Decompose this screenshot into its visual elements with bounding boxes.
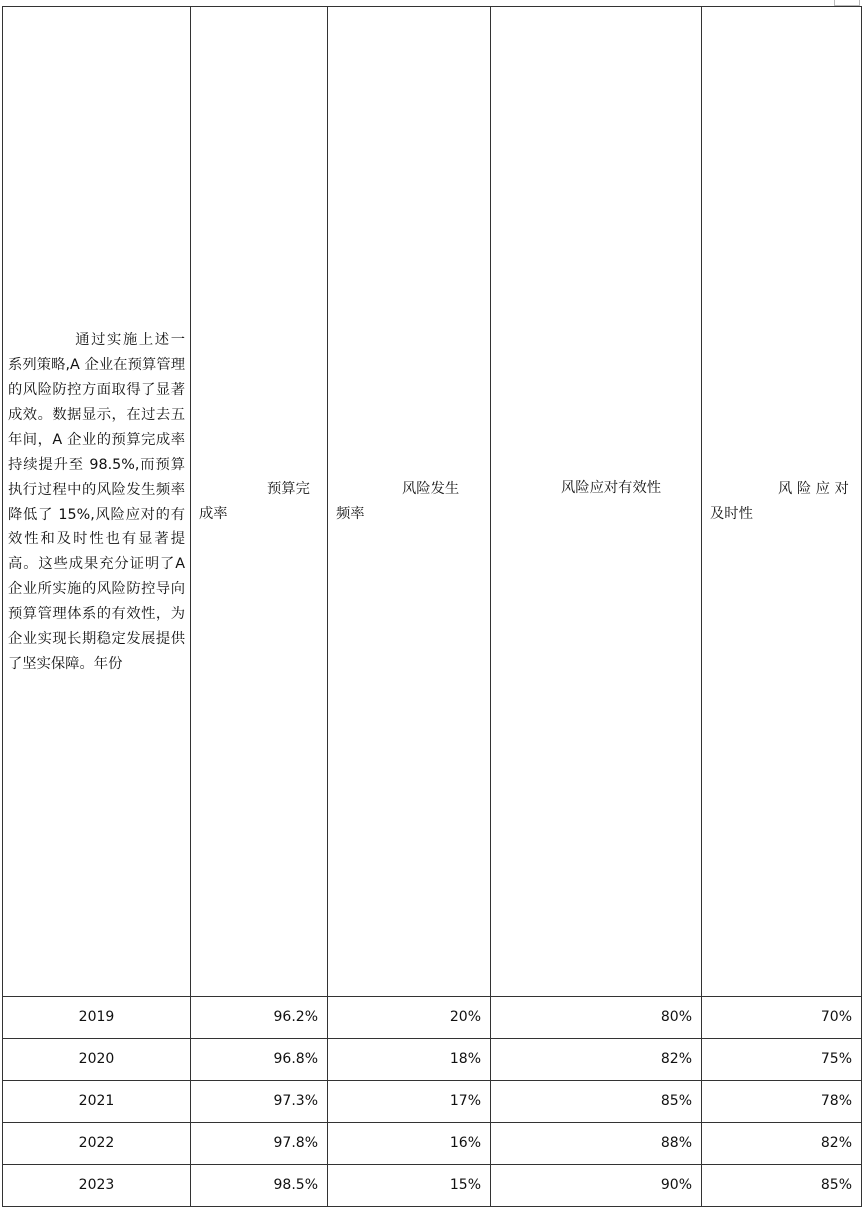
year-cell: 2023 <box>3 1165 191 1207</box>
header-cell-risk-frequency <box>328 7 491 997</box>
effectiveness-cell: 85% <box>491 1081 702 1123</box>
table-row <box>3 1165 862 1207</box>
timeliness-cell: 85% <box>702 1165 862 1207</box>
header-risk-frequency-line1: 风险发生 <box>402 481 460 498</box>
effectiveness-cell: 80% <box>491 997 702 1039</box>
effectiveness-cell: 82% <box>491 1039 702 1081</box>
budget-rate-cell: 96.8% <box>191 1039 328 1081</box>
header-cell-timeliness <box>702 7 862 997</box>
budget-rate-cell: 96.2% <box>191 997 328 1039</box>
budget-rate-cell: 97.8% <box>191 1123 328 1165</box>
table-row <box>3 1081 862 1123</box>
header-risk-frequency-line2: 频率 <box>336 505 365 522</box>
timeliness-cell: 82% <box>702 1123 862 1165</box>
table-row <box>3 1039 862 1081</box>
timeliness-cell: 75% <box>702 1039 862 1081</box>
header-effectiveness: 风险应对有效性 <box>561 479 662 496</box>
header-row <box>3 7 862 997</box>
year-cell: 2020 <box>3 1039 191 1081</box>
header-budget-rate-line1: 预算完 <box>267 481 310 498</box>
intro-paragraph: 通过实施上述一系列策略,A 企业在预算管理的风险防控方面取得了显著成效。数据显示，在过去五年间，A 企业的预算完成率持续提升至 98.5%,而预算执行过程中的风险发生频率降低了 15%,风险应对的有效性和及时性也有显著提高。这些成果充分证明了A 企业所实施的风险防控导向预算管理体系的有效性，为企业实现长期稳定发展提供了坚实保障。年份 <box>8 332 185 672</box>
year-cell: 2021 <box>3 1081 191 1123</box>
year-cell: 2022 <box>3 1123 191 1165</box>
header-cell-budget-rate <box>191 7 328 997</box>
risk-frequency-cell: 15% <box>328 1165 491 1207</box>
header-timeliness-line1: 风 险 应 对 <box>778 481 849 498</box>
effectiveness-cell: 90% <box>491 1165 702 1207</box>
year-cell: 2019 <box>3 997 191 1039</box>
risk-frequency-cell: 16% <box>328 1123 491 1165</box>
timeliness-cell: 70% <box>702 997 862 1039</box>
header-budget-rate-line2: 成率 <box>199 505 228 522</box>
budget-rate-cell: 98.5% <box>191 1165 328 1207</box>
risk-frequency-cell: 18% <box>328 1039 491 1081</box>
header-timeliness-line2: 及时性 <box>710 505 753 522</box>
budget-rate-cell: 97.3% <box>191 1081 328 1123</box>
risk-frequency-cell: 20% <box>328 997 491 1039</box>
table-row <box>3 1123 862 1165</box>
risk-frequency-cell: 17% <box>328 1081 491 1123</box>
header-cell-effectiveness <box>491 7 702 997</box>
header-cell-intro <box>3 7 191 997</box>
data-table <box>2 6 862 1207</box>
table-row <box>3 997 862 1039</box>
timeliness-cell: 78% <box>702 1081 862 1123</box>
effectiveness-cell: 88% <box>491 1123 702 1165</box>
